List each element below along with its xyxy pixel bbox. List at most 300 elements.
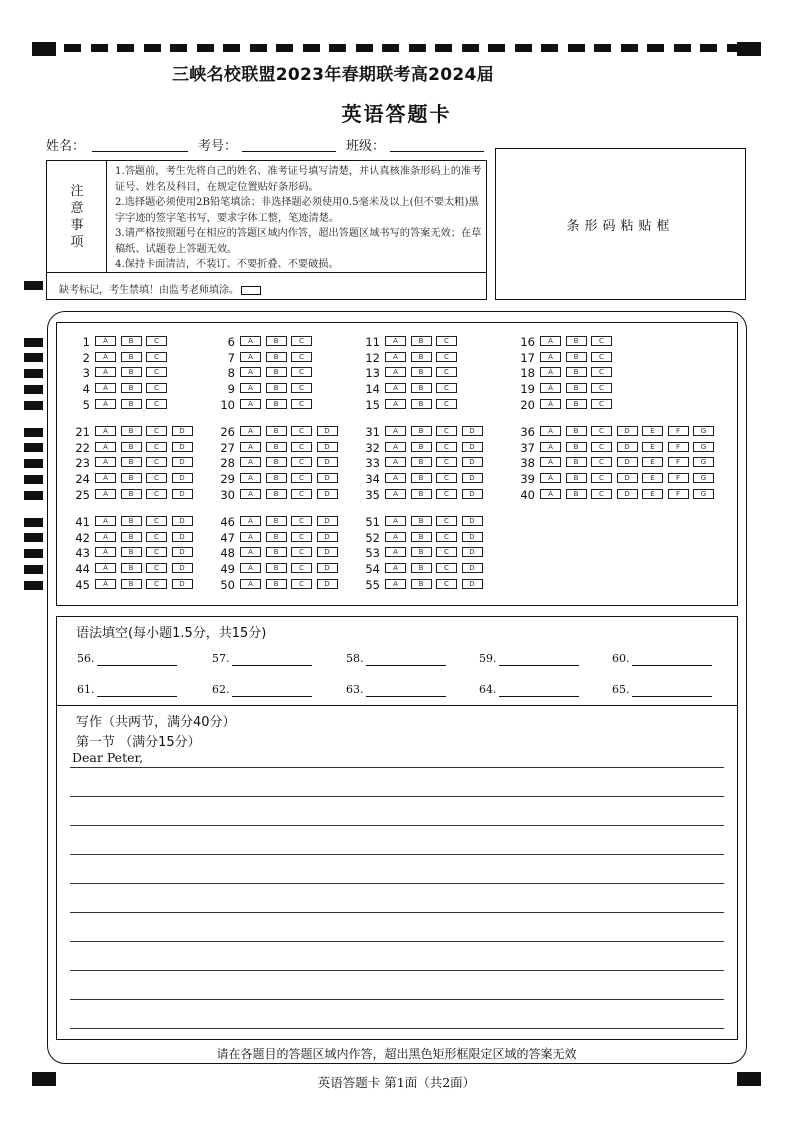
option-bubble-d[interactable]: D [462, 426, 483, 436]
option-bubble-b[interactable]: B [121, 547, 142, 557]
option-bubble-c[interactable]: C [291, 532, 312, 542]
option-bubble-a[interactable]: A [95, 579, 116, 589]
option-bubble-c[interactable]: C [146, 426, 167, 436]
option-bubble-a[interactable]: A [240, 442, 261, 452]
side-timing-mark [24, 443, 43, 452]
option-bubble-c[interactable]: C [436, 352, 457, 362]
option-bubble-a[interactable]: A [385, 516, 406, 526]
option-bubble-b[interactable]: B [411, 442, 432, 452]
option-bubble-a[interactable]: A [240, 563, 261, 573]
timing-dash [91, 44, 108, 52]
option-bubble-a[interactable]: A [540, 336, 561, 346]
answer-area-warning: 请在各题目的答题区域内作答，超出黑色矩形框限定区域的答案无效 [216, 1047, 577, 1061]
option-bubble-b[interactable]: B [266, 516, 287, 526]
question-number: 8 [227, 366, 235, 381]
class-field[interactable] [390, 151, 484, 152]
option-bubble-e[interactable]: E [642, 489, 663, 499]
option-bubble-b[interactable]: B [266, 579, 287, 589]
option-bubble-c[interactable]: C [291, 473, 312, 483]
option-bubble-b[interactable]: B [266, 352, 287, 362]
option-bubble-a[interactable]: A [95, 426, 116, 436]
option-bubble-a[interactable]: A [385, 473, 406, 483]
option-bubble-a[interactable]: A [540, 383, 561, 393]
option-bubble-c[interactable]: C [436, 489, 457, 499]
answer-blank[interactable] [499, 696, 579, 697]
option-bubble-c[interactable]: C [146, 473, 167, 483]
option-bubble-c[interactable]: C [591, 473, 612, 483]
option-bubble-c[interactable]: C [146, 516, 167, 526]
option-bubble-d[interactable]: D [317, 473, 338, 483]
option-bubble-d[interactable]: D [462, 457, 483, 467]
option-bubble-d[interactable]: D [617, 426, 638, 436]
option-bubble-a[interactable]: A [240, 399, 261, 409]
option-bubble-b[interactable]: B [266, 547, 287, 557]
option-bubble-a[interactable]: A [385, 336, 406, 346]
option-bubble-c[interactable]: C [146, 442, 167, 452]
option-bubble-b[interactable]: B [411, 457, 432, 467]
option-bubble-b[interactable]: B [566, 383, 587, 393]
writing-frame [56, 706, 738, 1040]
question-number: 39 [520, 472, 535, 487]
option-bubble-d[interactable]: D [462, 563, 483, 573]
option-bubble-c[interactable]: C [146, 579, 167, 589]
question-number: 36 [520, 425, 535, 439]
option-bubble-b[interactable]: B [121, 383, 142, 393]
question-number: 20 [520, 397, 535, 412]
option-bubble-b[interactable]: B [566, 457, 587, 467]
option-bubble-b[interactable]: B [266, 473, 287, 483]
option-bubble-c[interactable]: C [591, 457, 612, 467]
option-bubble-f[interactable]: F [668, 426, 689, 436]
question-number: 1 [82, 335, 90, 349]
option-bubble-b[interactable]: B [121, 532, 142, 542]
option-bubble-a[interactable]: A [540, 426, 561, 436]
option-bubble-a[interactable]: A [385, 563, 406, 573]
option-bubble-c[interactable]: C [291, 489, 312, 499]
option-bubble-b[interactable]: B [121, 473, 142, 483]
blank-number: 65. [612, 683, 630, 696]
option-bubble-a[interactable]: A [240, 336, 261, 346]
option-bubble-c[interactable]: C [291, 547, 312, 557]
option-bubble-a[interactable]: A [385, 399, 406, 409]
option-bubble-a[interactable]: A [95, 367, 116, 377]
blank-number: 62. [212, 683, 230, 696]
option-bubble-e[interactable]: E [642, 426, 663, 436]
timing-dash [409, 44, 426, 52]
option-bubble-b[interactable]: B [411, 547, 432, 557]
option-bubble-b[interactable]: B [266, 532, 287, 542]
blank-number: 64. [479, 683, 497, 696]
option-bubble-e[interactable]: E [642, 457, 663, 467]
option-bubble-c[interactable]: C [591, 336, 612, 346]
option-bubble-a[interactable]: A [240, 532, 261, 542]
option-bubble-b[interactable]: B [411, 399, 432, 409]
option-bubble-a[interactable]: A [95, 473, 116, 483]
option-bubble-b[interactable]: B [411, 426, 432, 436]
question-number: 11 [365, 335, 380, 349]
question-number: 38 [520, 456, 535, 471]
question-number: 6 [227, 335, 235, 349]
option-bubble-c[interactable]: C [591, 489, 612, 499]
timing-dash [541, 44, 558, 52]
question-number: 33 [365, 456, 380, 471]
answer-blank[interactable] [366, 665, 446, 666]
option-bubble-d[interactable]: D [317, 426, 338, 436]
option-bubble-b[interactable]: B [411, 579, 432, 589]
option-bubble-d[interactable]: D [172, 473, 193, 483]
option-bubble-b[interactable]: B [411, 383, 432, 393]
exam-title: 三峡名校联盟2023年春期联考高2024届 [172, 65, 494, 85]
option-bubble-c[interactable]: C [146, 532, 167, 542]
option-bubble-c[interactable]: C [291, 399, 312, 409]
option-bubble-b[interactable]: B [566, 336, 587, 346]
option-bubble-a[interactable]: A [385, 489, 406, 499]
writing-line[interactable] [70, 970, 724, 971]
option-bubble-b[interactable]: B [566, 352, 587, 362]
option-bubble-a[interactable]: A [95, 532, 116, 542]
answer-blank[interactable] [232, 665, 312, 666]
option-bubble-a[interactable]: A [95, 457, 116, 467]
option-bubble-a[interactable]: A [385, 442, 406, 452]
option-bubble-b[interactable]: B [411, 532, 432, 542]
option-bubble-c[interactable]: C [291, 426, 312, 436]
option-bubble-c[interactable]: C [291, 579, 312, 589]
option-bubble-e[interactable]: E [642, 473, 663, 483]
option-bubble-b[interactable]: B [266, 489, 287, 499]
question-number: 13 [365, 366, 380, 381]
page-number: 英语答题卡 第1面（共2面） [317, 1075, 476, 1090]
option-bubble-b[interactable]: B [266, 563, 287, 573]
missing-exam-checkbox[interactable] [241, 286, 261, 295]
option-bubble-b[interactable]: B [121, 399, 142, 409]
answer-blank[interactable] [232, 696, 312, 697]
option-bubble-b[interactable]: B [266, 442, 287, 452]
option-bubble-b[interactable]: B [566, 367, 587, 377]
question-number: 40 [520, 487, 535, 502]
option-bubble-a[interactable]: A [240, 473, 261, 483]
option-bubble-c[interactable]: C [436, 336, 457, 346]
missing-exam-label: 缺考标记，考生禁填！由监考老师填涂。 [59, 285, 239, 296]
option-bubble-d[interactable]: D [172, 457, 193, 467]
question-number: 49 [220, 562, 235, 577]
option-bubble-g[interactable]: G [693, 473, 714, 483]
option-bubble-a[interactable]: A [240, 383, 261, 393]
question-number: 9 [227, 382, 235, 397]
option-bubble-a[interactable]: A [540, 442, 561, 452]
option-bubble-b[interactable]: B [121, 489, 142, 499]
option-bubble-c[interactable]: C [146, 383, 167, 393]
question-number: 47 [220, 530, 235, 545]
option-bubble-a[interactable]: A [240, 367, 261, 377]
option-bubble-c[interactable]: C [291, 442, 312, 452]
option-bubble-a[interactable]: A [385, 579, 406, 589]
answer-blank[interactable] [499, 665, 579, 666]
notice-label: 注意事项 [70, 184, 84, 250]
option-bubble-d[interactable]: D [317, 516, 338, 526]
option-bubble-b[interactable]: B [266, 383, 287, 393]
side-timing-mark [24, 491, 43, 500]
option-bubble-a[interactable]: A [240, 516, 261, 526]
timing-dash [250, 44, 267, 52]
option-bubble-a[interactable]: A [95, 336, 116, 346]
option-bubble-a[interactable]: A [385, 426, 406, 436]
option-bubble-a[interactable]: A [540, 352, 561, 362]
option-bubble-b[interactable]: B [566, 426, 587, 436]
question-number: 54 [365, 562, 380, 577]
option-bubble-c[interactable]: C [436, 457, 457, 467]
option-bubble-c[interactable]: C [146, 399, 167, 409]
option-bubble-d[interactable]: D [462, 579, 483, 589]
option-bubble-a[interactable]: A [95, 399, 116, 409]
option-bubble-g[interactable]: G [693, 426, 714, 436]
question-number: 53 [365, 546, 380, 561]
option-bubble-c[interactable]: C [436, 383, 457, 393]
timing-dash [621, 44, 638, 52]
option-bubble-d[interactable]: D [172, 516, 193, 526]
option-bubble-d[interactable]: D [172, 547, 193, 557]
option-bubble-b[interactable]: B [411, 367, 432, 377]
question-number: 26 [220, 425, 235, 439]
writing-line[interactable] [70, 825, 724, 826]
option-bubble-f[interactable]: F [668, 442, 689, 452]
option-bubble-b[interactable]: B [411, 489, 432, 499]
option-bubble-c[interactable]: C [591, 352, 612, 362]
option-bubble-a[interactable]: A [240, 579, 261, 589]
option-bubble-a[interactable]: A [240, 426, 261, 436]
question-number: 2 [82, 350, 90, 365]
option-bubble-b[interactable]: B [411, 516, 432, 526]
option-bubble-a[interactable]: A [540, 473, 561, 483]
option-bubble-d[interactable]: D [617, 457, 638, 467]
option-bubble-b[interactable]: B [566, 473, 587, 483]
option-bubble-c[interactable]: C [591, 442, 612, 452]
writing-line[interactable] [70, 796, 724, 797]
option-bubble-d[interactable]: D [617, 442, 638, 452]
writing-line[interactable] [70, 767, 724, 768]
option-bubble-g[interactable]: G [693, 457, 714, 467]
option-bubble-f[interactable]: F [668, 473, 689, 483]
blank-number: 59. [479, 652, 497, 665]
option-bubble-b[interactable]: B [266, 336, 287, 346]
option-bubble-a[interactable]: A [240, 547, 261, 557]
option-bubble-b[interactable]: B [411, 563, 432, 573]
notice-item: 3.请严格按照题号在相应的答题区域内作答，超出答题区域书写的答案无效；在草稿纸、试题卷上答题无效。 [115, 228, 482, 255]
exam-number-field[interactable] [242, 151, 336, 152]
blank-number: 61. [77, 683, 95, 696]
option-bubble-c[interactable]: C [146, 547, 167, 557]
timing-dash [170, 44, 187, 52]
option-bubble-b[interactable]: B [121, 367, 142, 377]
writing-line[interactable] [70, 941, 724, 942]
answer-blank[interactable] [97, 665, 177, 666]
option-bubble-c[interactable]: C [291, 516, 312, 526]
option-bubble-b[interactable]: B [121, 442, 142, 452]
answer-blank[interactable] [632, 696, 712, 697]
option-bubble-c[interactable]: C [146, 367, 167, 377]
side-timing-mark [24, 565, 43, 574]
question-number: 27 [220, 440, 235, 455]
option-bubble-b[interactable]: B [121, 426, 142, 436]
side-timing-mark [24, 549, 43, 558]
grammar-title: 语法填空(每小题1.5分，共15分) [76, 626, 267, 641]
option-bubble-a[interactable]: A [95, 383, 116, 393]
option-bubble-a[interactable]: A [385, 367, 406, 377]
option-bubble-e[interactable]: E [642, 442, 663, 452]
option-bubble-d[interactable]: D [317, 442, 338, 452]
question-number: 16 [520, 335, 535, 349]
question-number: 28 [220, 456, 235, 471]
question-number: 3 [82, 366, 90, 381]
option-bubble-b[interactable]: B [121, 336, 142, 346]
option-bubble-d[interactable]: D [462, 442, 483, 452]
option-bubble-a[interactable]: A [95, 563, 116, 573]
option-bubble-c[interactable]: C [591, 383, 612, 393]
option-bubble-d[interactable]: D [172, 442, 193, 452]
option-bubble-b[interactable]: B [411, 473, 432, 483]
option-bubble-d[interactable]: D [172, 563, 193, 573]
question-number: 35 [365, 487, 380, 502]
option-bubble-d[interactable]: D [317, 489, 338, 499]
option-bubble-c[interactable]: C [291, 352, 312, 362]
option-bubble-a[interactable]: A [385, 457, 406, 467]
option-bubble-a[interactable]: A [385, 532, 406, 542]
option-bubble-d[interactable]: D [617, 473, 638, 483]
option-bubble-b[interactable]: B [411, 352, 432, 362]
option-bubble-a[interactable]: A [385, 352, 406, 362]
option-bubble-c[interactable]: C [146, 489, 167, 499]
option-bubble-d[interactable]: D [317, 563, 338, 573]
option-bubble-g[interactable]: G [693, 442, 714, 452]
side-timing-mark [24, 533, 43, 542]
option-bubble-b[interactable]: B [266, 399, 287, 409]
timing-dash [727, 44, 744, 52]
option-bubble-c[interactable]: C [591, 426, 612, 436]
option-bubble-g[interactable]: G [693, 489, 714, 499]
missing-mark-alignment [24, 281, 43, 290]
name-field[interactable] [92, 151, 188, 152]
timing-dash [594, 44, 611, 52]
option-bubble-d[interactable]: D [462, 547, 483, 557]
writing-line[interactable] [70, 854, 724, 855]
option-bubble-a[interactable]: A [240, 457, 261, 467]
option-bubble-c[interactable]: C [291, 336, 312, 346]
timing-dash [462, 44, 479, 52]
option-bubble-f[interactable]: F [668, 489, 689, 499]
option-bubble-c[interactable]: C [436, 579, 457, 589]
writing-line[interactable] [70, 999, 724, 1000]
option-bubble-d[interactable]: D [617, 489, 638, 499]
question-number: 48 [220, 546, 235, 561]
option-bubble-a[interactable]: A [95, 547, 116, 557]
option-bubble-c[interactable]: C [146, 336, 167, 346]
option-bubble-d[interactable]: D [317, 547, 338, 557]
option-bubble-d[interactable]: D [462, 532, 483, 542]
option-bubble-b[interactable]: B [121, 352, 142, 362]
option-bubble-a[interactable]: A [95, 516, 116, 526]
option-bubble-a[interactable]: A [540, 457, 561, 467]
option-bubble-b[interactable]: B [121, 563, 142, 573]
option-bubble-c[interactable]: C [146, 563, 167, 573]
timing-dash [568, 44, 585, 52]
option-bubble-c[interactable]: C [436, 473, 457, 483]
option-bubble-b[interactable]: B [266, 367, 287, 377]
option-bubble-b[interactable]: B [266, 457, 287, 467]
option-bubble-d[interactable]: D [172, 579, 193, 589]
writing-line[interactable] [70, 1028, 724, 1029]
option-bubble-a[interactable]: A [95, 442, 116, 452]
option-bubble-d[interactable]: D [172, 426, 193, 436]
option-bubble-c[interactable]: C [436, 516, 457, 526]
writing-line[interactable] [70, 912, 724, 913]
answer-blank[interactable] [366, 696, 446, 697]
option-bubble-b[interactable]: B [121, 579, 142, 589]
writing-line[interactable] [70, 883, 724, 884]
answer-blank[interactable] [632, 665, 712, 666]
option-bubble-b[interactable]: B [266, 426, 287, 436]
question-number: 15 [365, 397, 380, 412]
option-bubble-d[interactable]: D [172, 532, 193, 542]
option-bubble-a[interactable]: A [240, 489, 261, 499]
option-bubble-c[interactable]: C [291, 383, 312, 393]
option-bubble-a[interactable]: A [95, 489, 116, 499]
barcode-paste-box [495, 148, 746, 300]
option-bubble-b[interactable]: B [566, 489, 587, 499]
option-bubble-b[interactable]: B [121, 516, 142, 526]
question-number: 21 [75, 425, 90, 439]
option-bubble-b[interactable]: B [566, 399, 587, 409]
option-bubble-c[interactable]: C [146, 352, 167, 362]
option-bubble-a[interactable]: A [385, 547, 406, 557]
option-bubble-d[interactable]: D [462, 516, 483, 526]
option-bubble-d[interactable]: D [462, 473, 483, 483]
option-bubble-c[interactable]: C [591, 399, 612, 409]
option-bubble-a[interactable]: A [540, 367, 561, 377]
option-bubble-c[interactable]: C [436, 532, 457, 542]
option-bubble-c[interactable]: C [291, 563, 312, 573]
option-bubble-d[interactable]: D [317, 579, 338, 589]
option-bubble-d[interactable]: D [172, 489, 193, 499]
option-bubble-c[interactable]: C [436, 442, 457, 452]
option-bubble-a[interactable]: A [540, 399, 561, 409]
timing-dash [356, 44, 373, 52]
option-bubble-c[interactable]: C [291, 367, 312, 377]
option-bubble-d[interactable]: D [462, 489, 483, 499]
option-bubble-f[interactable]: F [668, 457, 689, 467]
option-bubble-c[interactable]: C [591, 367, 612, 377]
option-bubble-a[interactable]: A [95, 352, 116, 362]
option-bubble-a[interactable]: A [385, 383, 406, 393]
option-bubble-c[interactable]: C [436, 547, 457, 557]
question-number: 5 [82, 397, 90, 412]
option-bubble-c[interactable]: C [146, 457, 167, 467]
side-timing-mark [24, 518, 43, 527]
option-bubble-a[interactable]: A [240, 352, 261, 362]
option-bubble-a[interactable]: A [540, 489, 561, 499]
timing-dash [674, 44, 691, 52]
answer-blank[interactable] [97, 696, 177, 697]
option-bubble-c[interactable]: C [436, 367, 457, 377]
option-bubble-b[interactable]: B [121, 457, 142, 467]
option-bubble-d[interactable]: D [317, 457, 338, 467]
option-bubble-d[interactable]: D [317, 532, 338, 542]
question-number: 52 [365, 530, 380, 545]
option-bubble-b[interactable]: B [411, 336, 432, 346]
option-bubble-c[interactable]: C [436, 426, 457, 436]
option-bubble-c[interactable]: C [291, 457, 312, 467]
option-bubble-b[interactable]: B [566, 442, 587, 452]
option-bubble-c[interactable]: C [436, 399, 457, 409]
option-bubble-c[interactable]: C [436, 563, 457, 573]
